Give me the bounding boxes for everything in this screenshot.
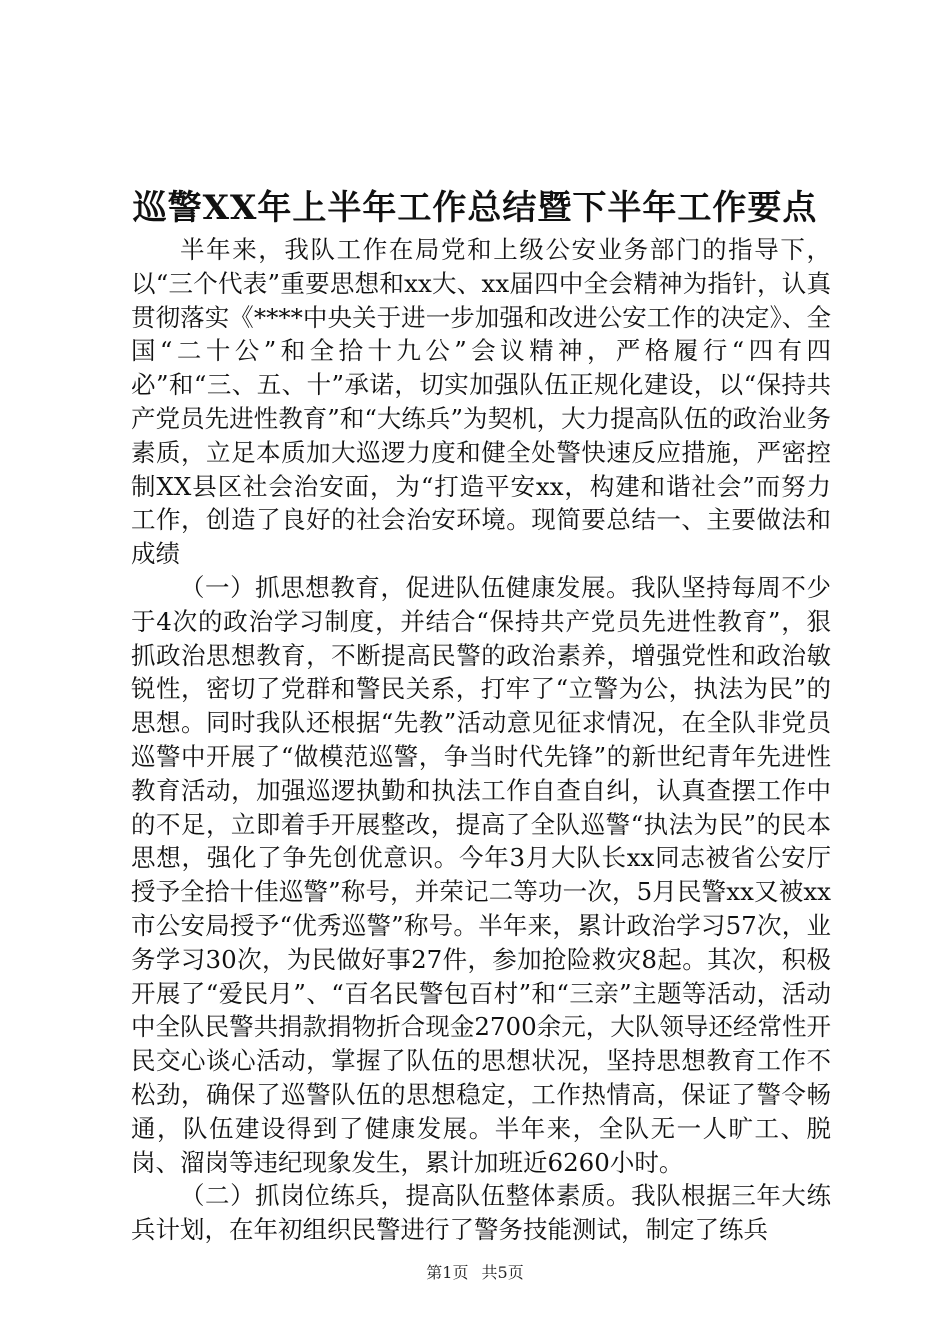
document-title: 巡警XX年上半年工作总结暨下半年工作要点 (132, 188, 818, 228)
page-number-total: 共5页 (481, 1263, 524, 1282)
page-number-current: 第1页 (426, 1263, 469, 1282)
paragraph-section-2: （二）抓岗位练兵，提高队伍整体素质。我队根据三年大练兵计划，在年初组织民警进行了警务技能测试，制定了练兵 (131, 1181, 831, 1245)
paragraph-section-1: （一）抓思想教育，促进队伍健康发展。我队坚持每周不少于4次的政治学习制度，并结合“保持共产党员先进性教育”，狠抓政治思想教育，不断提高民警的政治素养，增强党性和政治敏锐性，密切了党群和警民关系，打牢了“立警为公，执法为民”的思想。同时我队还根据“先教”活动意见征求情况，在全队非党员巡警中开展了“做模范巡警，争当时代先锋”的新世纪青年先进性教育活动，加强巡逻执勤和执法工作自查自纠，认真查摆工作中的不足，立即着手开展整改，提高了全队巡警“执法为民”的民本思想，强化了争先创优意识。今年3月大队长xx同志被省公安厅授予全拾十佳巡警”称号，并荣记二等功一次，5月民警xx又被xx市公安局授予“优秀巡警”称号。半年来，累计政治学习57次，业务学习30次，为民做好事27件，参加抢险救灾8起。其次，积极开展了“爱民月”、“百名民警包百村”和“三亲”主题等活动，活动中全队民警共捐款捐物折合现金2700余元，大队领导还经常性开民交心谈心活动，掌握了队伍的思想状况，坚持思想教育工作不松劲，确保了巡警队伍的思想稳定，工作热情高，保证了警令畅通，队伍建设得到了健康发展。半年来，全队无一人旷工、脱岗、溜岗等违纪现象发生，累计加班近6260小时。 (131, 572, 831, 1177)
paragraph-intro: 半年来，我队工作在局党和上级公安业务部门的指导下，以“三个代表”重要思想和xx大、xx届四中全会精神为指针，认真贯彻落实《****中央关于进一步加强和改进公安工作的决定》、全国“二十公”和全拾十九公”会议精神，严格履行“四有四必”和“三、五、十”承诺，切实加强队伍正规化建设，以“保持共产党员先进性教育”和“大练兵”为契机，大力提高队伍的政治业务素质，立足本质加大巡逻力度和健全处警快速反应措施，严密控制XX县区社会治安面，为“打造平安xx，构建和谐社会”而努力工作，创造了良好的社会治安环境。现简要总结一、主要做法和成绩 (131, 235, 831, 569)
document-body (131, 233, 831, 1247)
page-footer (0, 1262, 950, 1284)
